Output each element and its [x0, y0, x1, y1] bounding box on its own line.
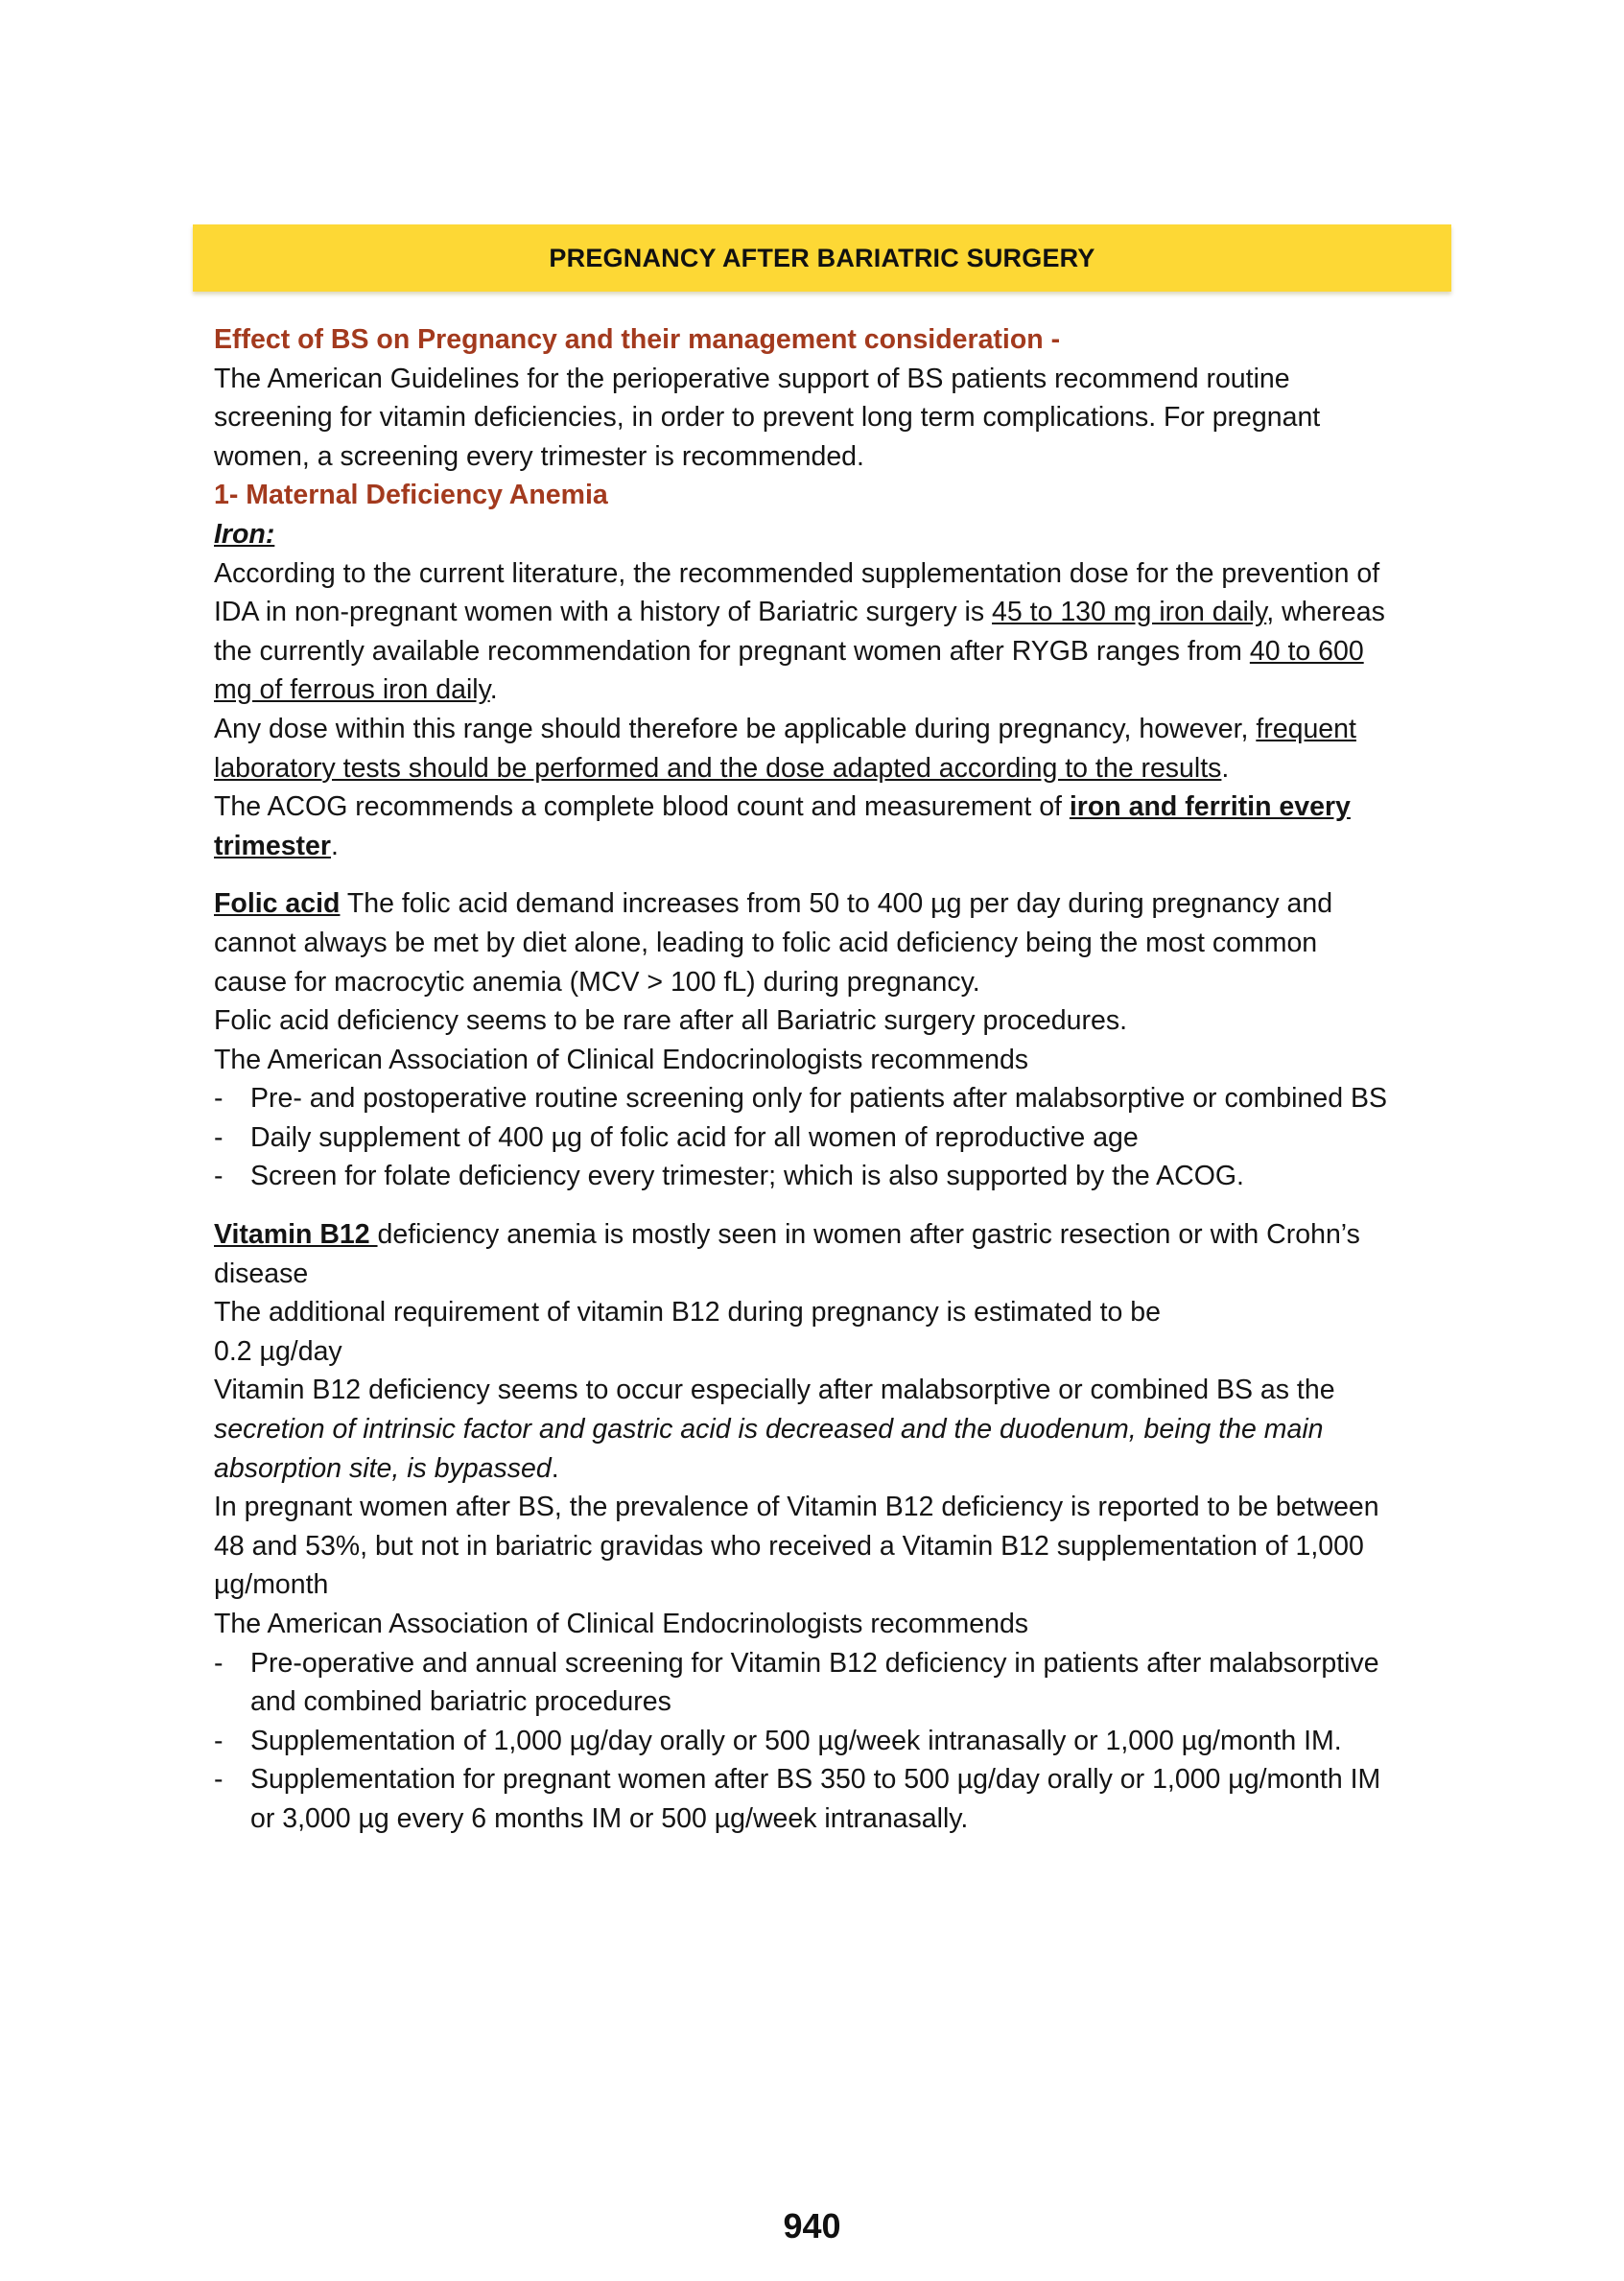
iron-paragraph-lab: [214, 710, 1394, 788]
folic-recommendation-list: [214, 1079, 1394, 1196]
iron-dose-nonpregnant: 45 to 130 mg iron daily: [992, 597, 1267, 628]
folic-heading: Folic acid: [214, 888, 341, 920]
list-item: - Daily supplement of 400 µg of folic acid for all women of reproductive age: [214, 1118, 1394, 1158]
iron-text: , whereas the currently available recommendation for pregnant women after RYGB ranges from: [214, 597, 1385, 667]
iron-text: According to the current literature, the recommended supplementation dose for the prevention of IDA in non-pregnant women with a history of Bariatric surgery is: [214, 557, 1380, 628]
b12-mechanism-italic: secretion of intrinsic factor and gastric acid is decreased and the duodenum, being the main absorption site, is bypassed: [214, 1414, 1324, 1484]
iron-text: .: [330, 830, 339, 861]
iron-lab-tests: frequent laboratory tests should be performed and the dose adapted according to the results: [214, 713, 1356, 784]
spacer: [214, 1196, 1394, 1215]
iron-paragraph-dose: [214, 554, 1394, 710]
folic-paragraph-demand: [214, 884, 1394, 1001]
list-item: - Pre-operative and annual screening for Vitamin B12 deficiency in patients after malabsorptive and combined bariatric procedures: [214, 1644, 1394, 1722]
b12-paragraph-mechanism: [214, 1371, 1394, 1488]
list-item: - Pre- and postoperative routine screening only for patients after malabsorptive or combined BS: [214, 1079, 1394, 1118]
intro-paragraph: The American Guidelines for the perioperative support of BS patients recommend routine screening for vitamin deficiencies, in order to prevent long term complications. For pregnant women, a screening every trimester is recommended.: [214, 363, 1321, 472]
page-title: PREGNANCY AFTER BARIATRIC SURGERY: [549, 243, 1095, 272]
iron-text: Any dose within this range should therefore be applicable during pregnancy, however,: [214, 713, 1257, 744]
b12-paragraph-aace: The American Association of Clinical Endocrinologists recommends: [214, 1609, 1029, 1639]
iron-paragraph-acog: [214, 788, 1394, 865]
b12-text: The additional requirement of vitamin B12 during pregnancy is estimated to be: [214, 1297, 1161, 1329]
folic-paragraph-rare: Folic acid deficiency seems to be rare after all Bariatric surgery procedures.: [214, 1005, 1127, 1037]
iron-text: .: [489, 674, 498, 706]
section-heading: Effect of BS on Pregnancy and their management consideration -: [214, 324, 1061, 355]
iron-ferritin-emphasis: iron and ferritin every trimester: [214, 791, 1351, 861]
b12-text: deficiency anemia is mostly seen in women after gastric resection or with Crohn’s disease: [214, 1219, 1360, 1289]
list-item: - Supplementation for pregnant women after BS 350 to 500 µg/day orally or 1,000 µg/month IM or 3,000 µg every 6 months IM or 500 µg/week intranasally.: [214, 1760, 1394, 1838]
title-banner: [193, 224, 1451, 292]
b12-paragraph-requirement: [214, 1293, 1394, 1371]
b12-recommendation-list: [214, 1644, 1394, 1839]
b12-paragraph-prevalence: In pregnant women after BS, the prevalence of Vitamin B12 deficiency is reported to be between 48 and 53%, but not in bariatric gravidas who received a Vitamin B12 supplementation of 1,000 µg/month: [214, 1492, 1379, 1601]
document-body: [214, 320, 1394, 1839]
b12-text: 0.2 µg/day: [214, 1335, 342, 1367]
page-number: 940: [783, 2206, 841, 2246]
subsection-heading: 1- Maternal Deficiency Anemia: [214, 480, 608, 511]
list-item: - Supplementation of 1,000 µg/day orally or 500 µg/week intranasally or 1,000 µg/month IM.: [214, 1722, 1394, 1761]
b12-text: Vitamin B12 deficiency seems to occur especially after malabsorptive or combined BS as the: [214, 1375, 1335, 1406]
b12-heading: Vitamin B12: [214, 1219, 378, 1251]
iron-text: .: [1221, 752, 1230, 784]
iron-text: The ACOG recommends a complete blood count and measurement of: [214, 791, 1070, 823]
iron-dose-pregnant: 40 to 600 mg of ferrous iron daily: [214, 635, 1364, 706]
folic-paragraph-aace: The American Association of Clinical Endocrinologists recommends: [214, 1044, 1029, 1075]
b12-text: .: [551, 1452, 559, 1484]
spacer: [214, 865, 1394, 884]
iron-heading: Iron:: [214, 518, 275, 550]
folic-text: The folic acid demand increases from 50 to 400 µg per day during pregnancy and cannot always be met by diet alone, leading to folic acid deficiency being the most common cause for macrocytic anemia (MCV > 100 fL) during pregnancy.: [214, 888, 1333, 998]
b12-paragraph-intro: [214, 1215, 1394, 1293]
list-item: - Screen for folate deficiency every trimester; which is also supported by the ACOG.: [214, 1157, 1394, 1196]
